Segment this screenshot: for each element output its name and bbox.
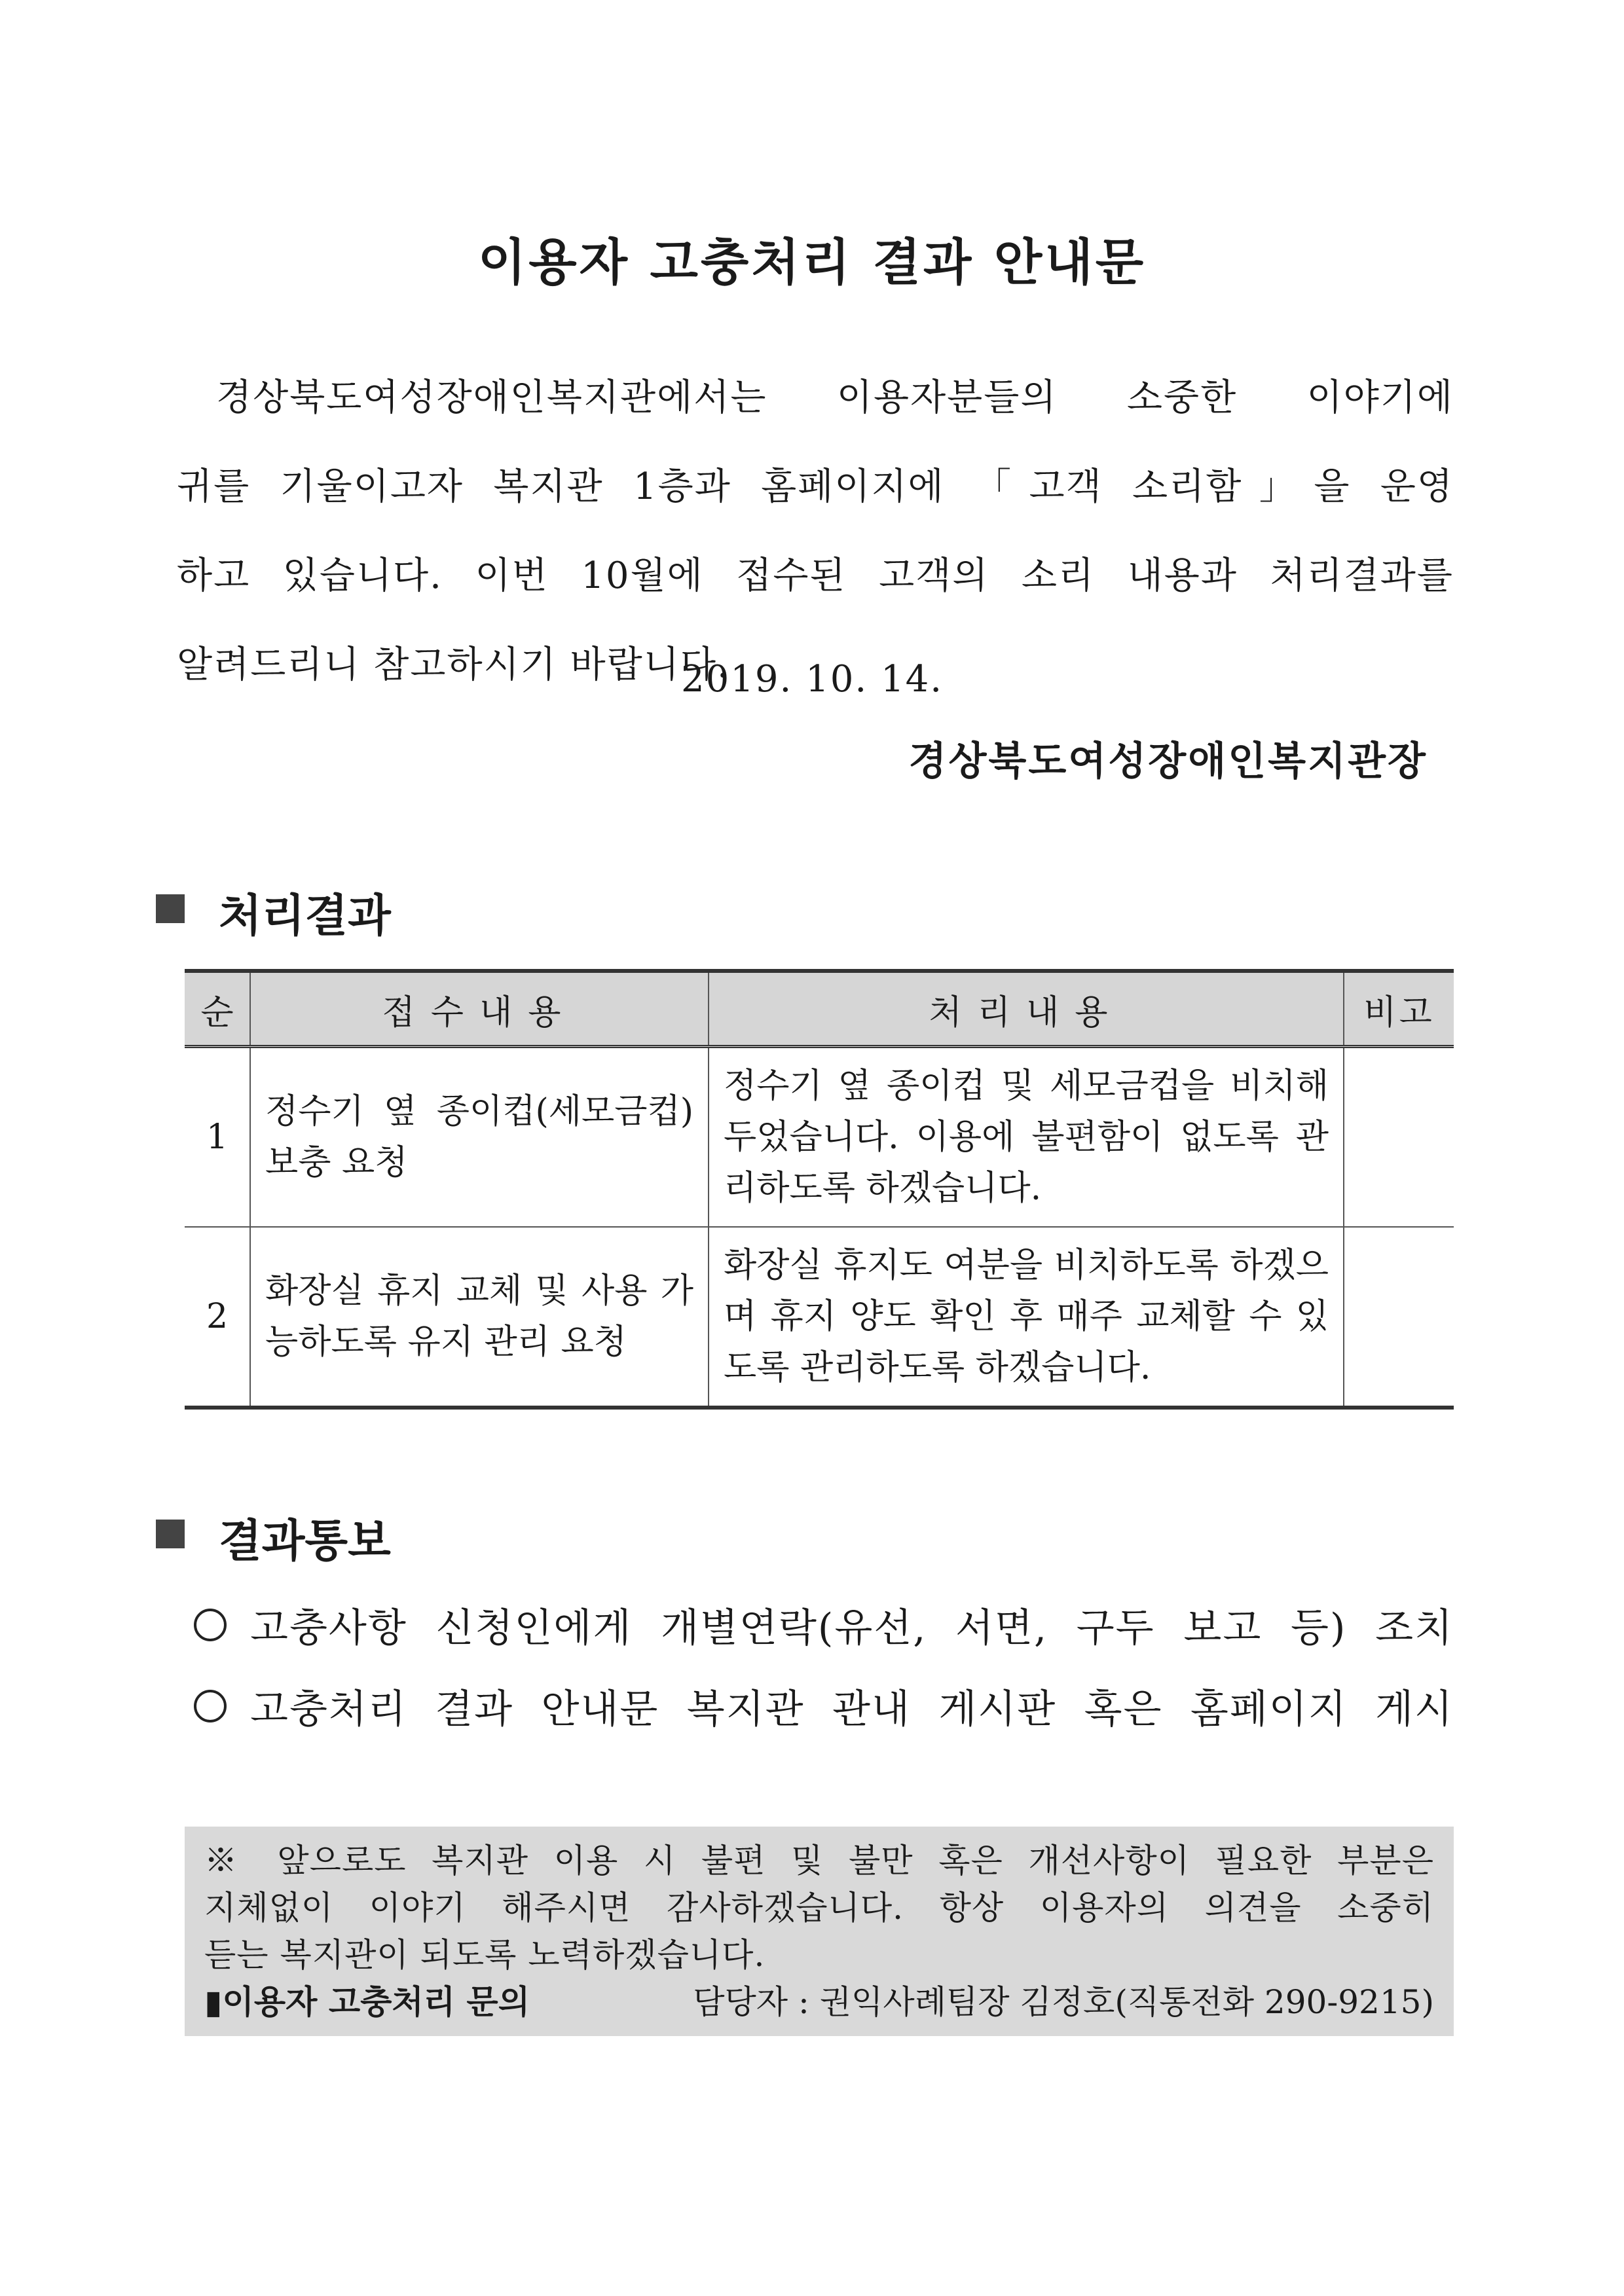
list-item [177, 1584, 1454, 1666]
note-cell [1344, 1047, 1454, 1228]
column-header-received: 접수내용 [250, 971, 709, 1047]
notice-date: 2019. 10. 14. [681, 658, 944, 701]
footer-notice-box [185, 1827, 1454, 2036]
result-section-heading [156, 881, 391, 944]
results-table [185, 969, 1454, 1410]
received-content: 화장실 휴지 교체 및 사용 가능하도록 유지 관리 요청 [250, 1227, 709, 1408]
circle-bullet-icon [194, 1609, 227, 1641]
list-item-text: 고충사항 신청인에게 개별연락(유선, 서면, 구두 보고 등) 조치 [250, 1605, 1454, 1651]
intro-line: 경상북도여성장애인복지관에서는 이용자분들의 소중한 이야기에 [216, 376, 1454, 419]
intro-paragraph [177, 354, 1454, 710]
received-content: 정수기 옆 종이컵(세모금컵) 보충 요청 [250, 1047, 709, 1228]
contact-line [204, 1978, 1434, 2026]
column-header-processed: 처리내용 [709, 971, 1344, 1047]
column-header-no: 순 [185, 971, 250, 1047]
circle-bullet-icon [194, 1690, 227, 1722]
list-item-text: 고충처리 결과 안내문 복지관 관내 게시판 혹은 홈페이지 게시 [250, 1686, 1454, 1732]
row-number: 1 [185, 1047, 250, 1228]
notice-heading-text: 결과통보 [219, 1516, 391, 1567]
processed-content: 정수기 옆 종이컵 및 세모금컵을 비치해 두었습니다. 이용에 불편함이 없도록 관리하도록 하겠습니다. [709, 1047, 1344, 1228]
column-header-note: 비고 [1344, 971, 1454, 1047]
footer-line: 지체없이 이야기 해주시면 감사하겠습니다. 항상 이용자의 의견을 소중히 [204, 1889, 1434, 1927]
row-number: 2 [185, 1227, 250, 1408]
note-cell [1344, 1227, 1454, 1408]
table-row [185, 1047, 1454, 1228]
page-title: 이용자 고충처리 결과 안내문 [477, 233, 1147, 291]
intro-line: 하고 있습니다. 이번 10월에 접수된 고객의 소리 내용과 처리결과를 [177, 555, 1454, 597]
intro-line: 귀를 기울이고자 복지관 1층과 홈페이지에 「고객 소리함」을 운영 [177, 465, 1454, 508]
footer-line: 듣는 복지관이 되도록 노력하겠습니다. [204, 1936, 766, 1974]
processed-content: 화장실 휴지도 여분을 비치하도록 하겠으며 휴지 양도 확인 후 매주 교체할 수 있도록 관리하도록 하겠습니다. [709, 1227, 1344, 1408]
notice-section-heading [156, 1506, 391, 1569]
result-heading-text: 처리결과 [219, 890, 391, 942]
list-item [177, 1666, 1454, 1747]
notice-list [177, 1584, 1454, 1747]
footer-line: ※ 앞으로도 복지관 이용 시 불편 및 불만 혹은 개선사항이 필요한 부분은 [204, 1842, 1434, 1880]
table-header-row [185, 971, 1454, 1047]
signer: 경상북도여성장애인복지관장 [908, 738, 1428, 784]
contact-value: 담당자 : 권익사례팀장 김정호(직통전화 290-9215) [693, 1983, 1434, 2021]
intro-line: 알려드리니 참고하시기 바랍니다. [177, 644, 730, 686]
table-row [185, 1227, 1454, 1408]
square-bullet-icon [156, 894, 193, 931]
contact-label: ▮이용자 고충처리 문의 [204, 1983, 530, 2021]
square-bullet-icon [156, 1520, 193, 1556]
